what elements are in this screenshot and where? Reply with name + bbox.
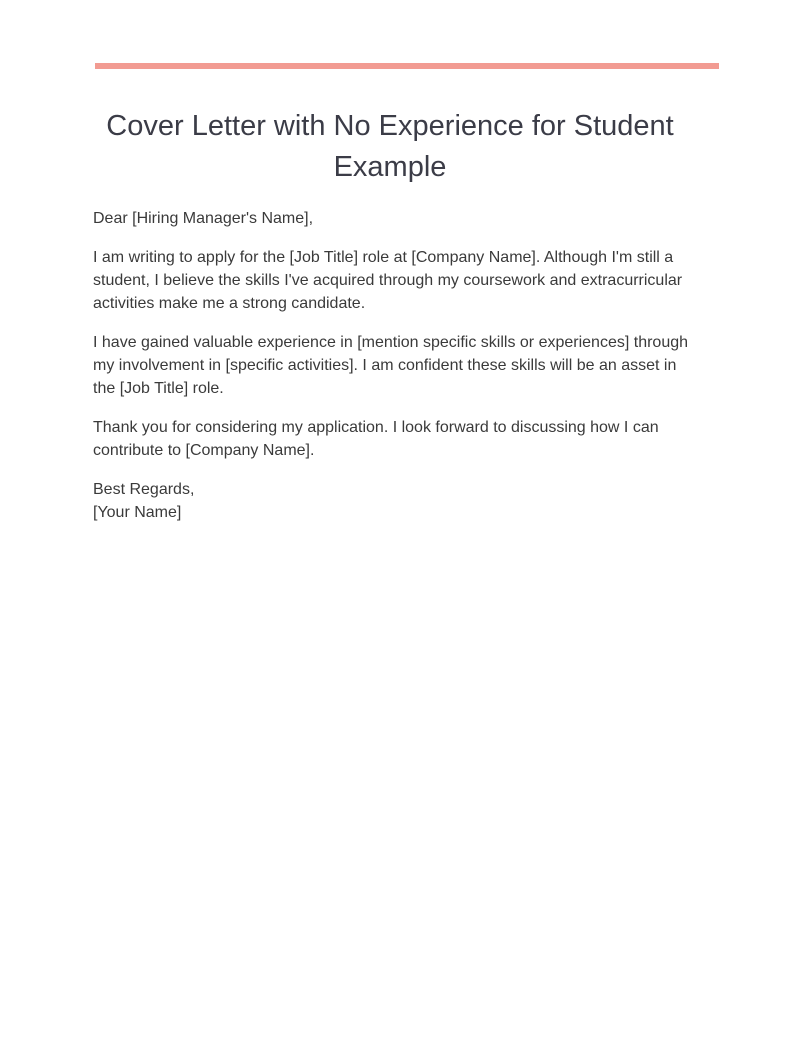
- closing: Best Regards,: [93, 481, 195, 498]
- salutation: Dear [Hiring Manager's Name],: [93, 210, 314, 227]
- body-paragraph-1: I am writing to apply for the [Job Title] role at [Company Name]. Although I'm still a student, I believe the skills I've acquired through my coursework and extracurricular activities make me a strong candidate.: [93, 249, 683, 312]
- signature: [Your Name]: [93, 504, 182, 521]
- letter-body: [93, 207, 703, 540]
- body-paragraph-3: Thank you for considering my application. I look forward to discussing how I can contribute to [Company Name].: [93, 419, 659, 459]
- page-title: Cover Letter with No Experience for Student Example: [106, 110, 674, 183]
- accent-bar: [95, 63, 719, 69]
- closing-block: [93, 478, 703, 524]
- body-paragraph-2: I have gained valuable experience in [mention specific skills or experiences] through my involvement in [specific activities]. I am confident these skills will be an asset in the [Job Title] role.: [93, 334, 689, 397]
